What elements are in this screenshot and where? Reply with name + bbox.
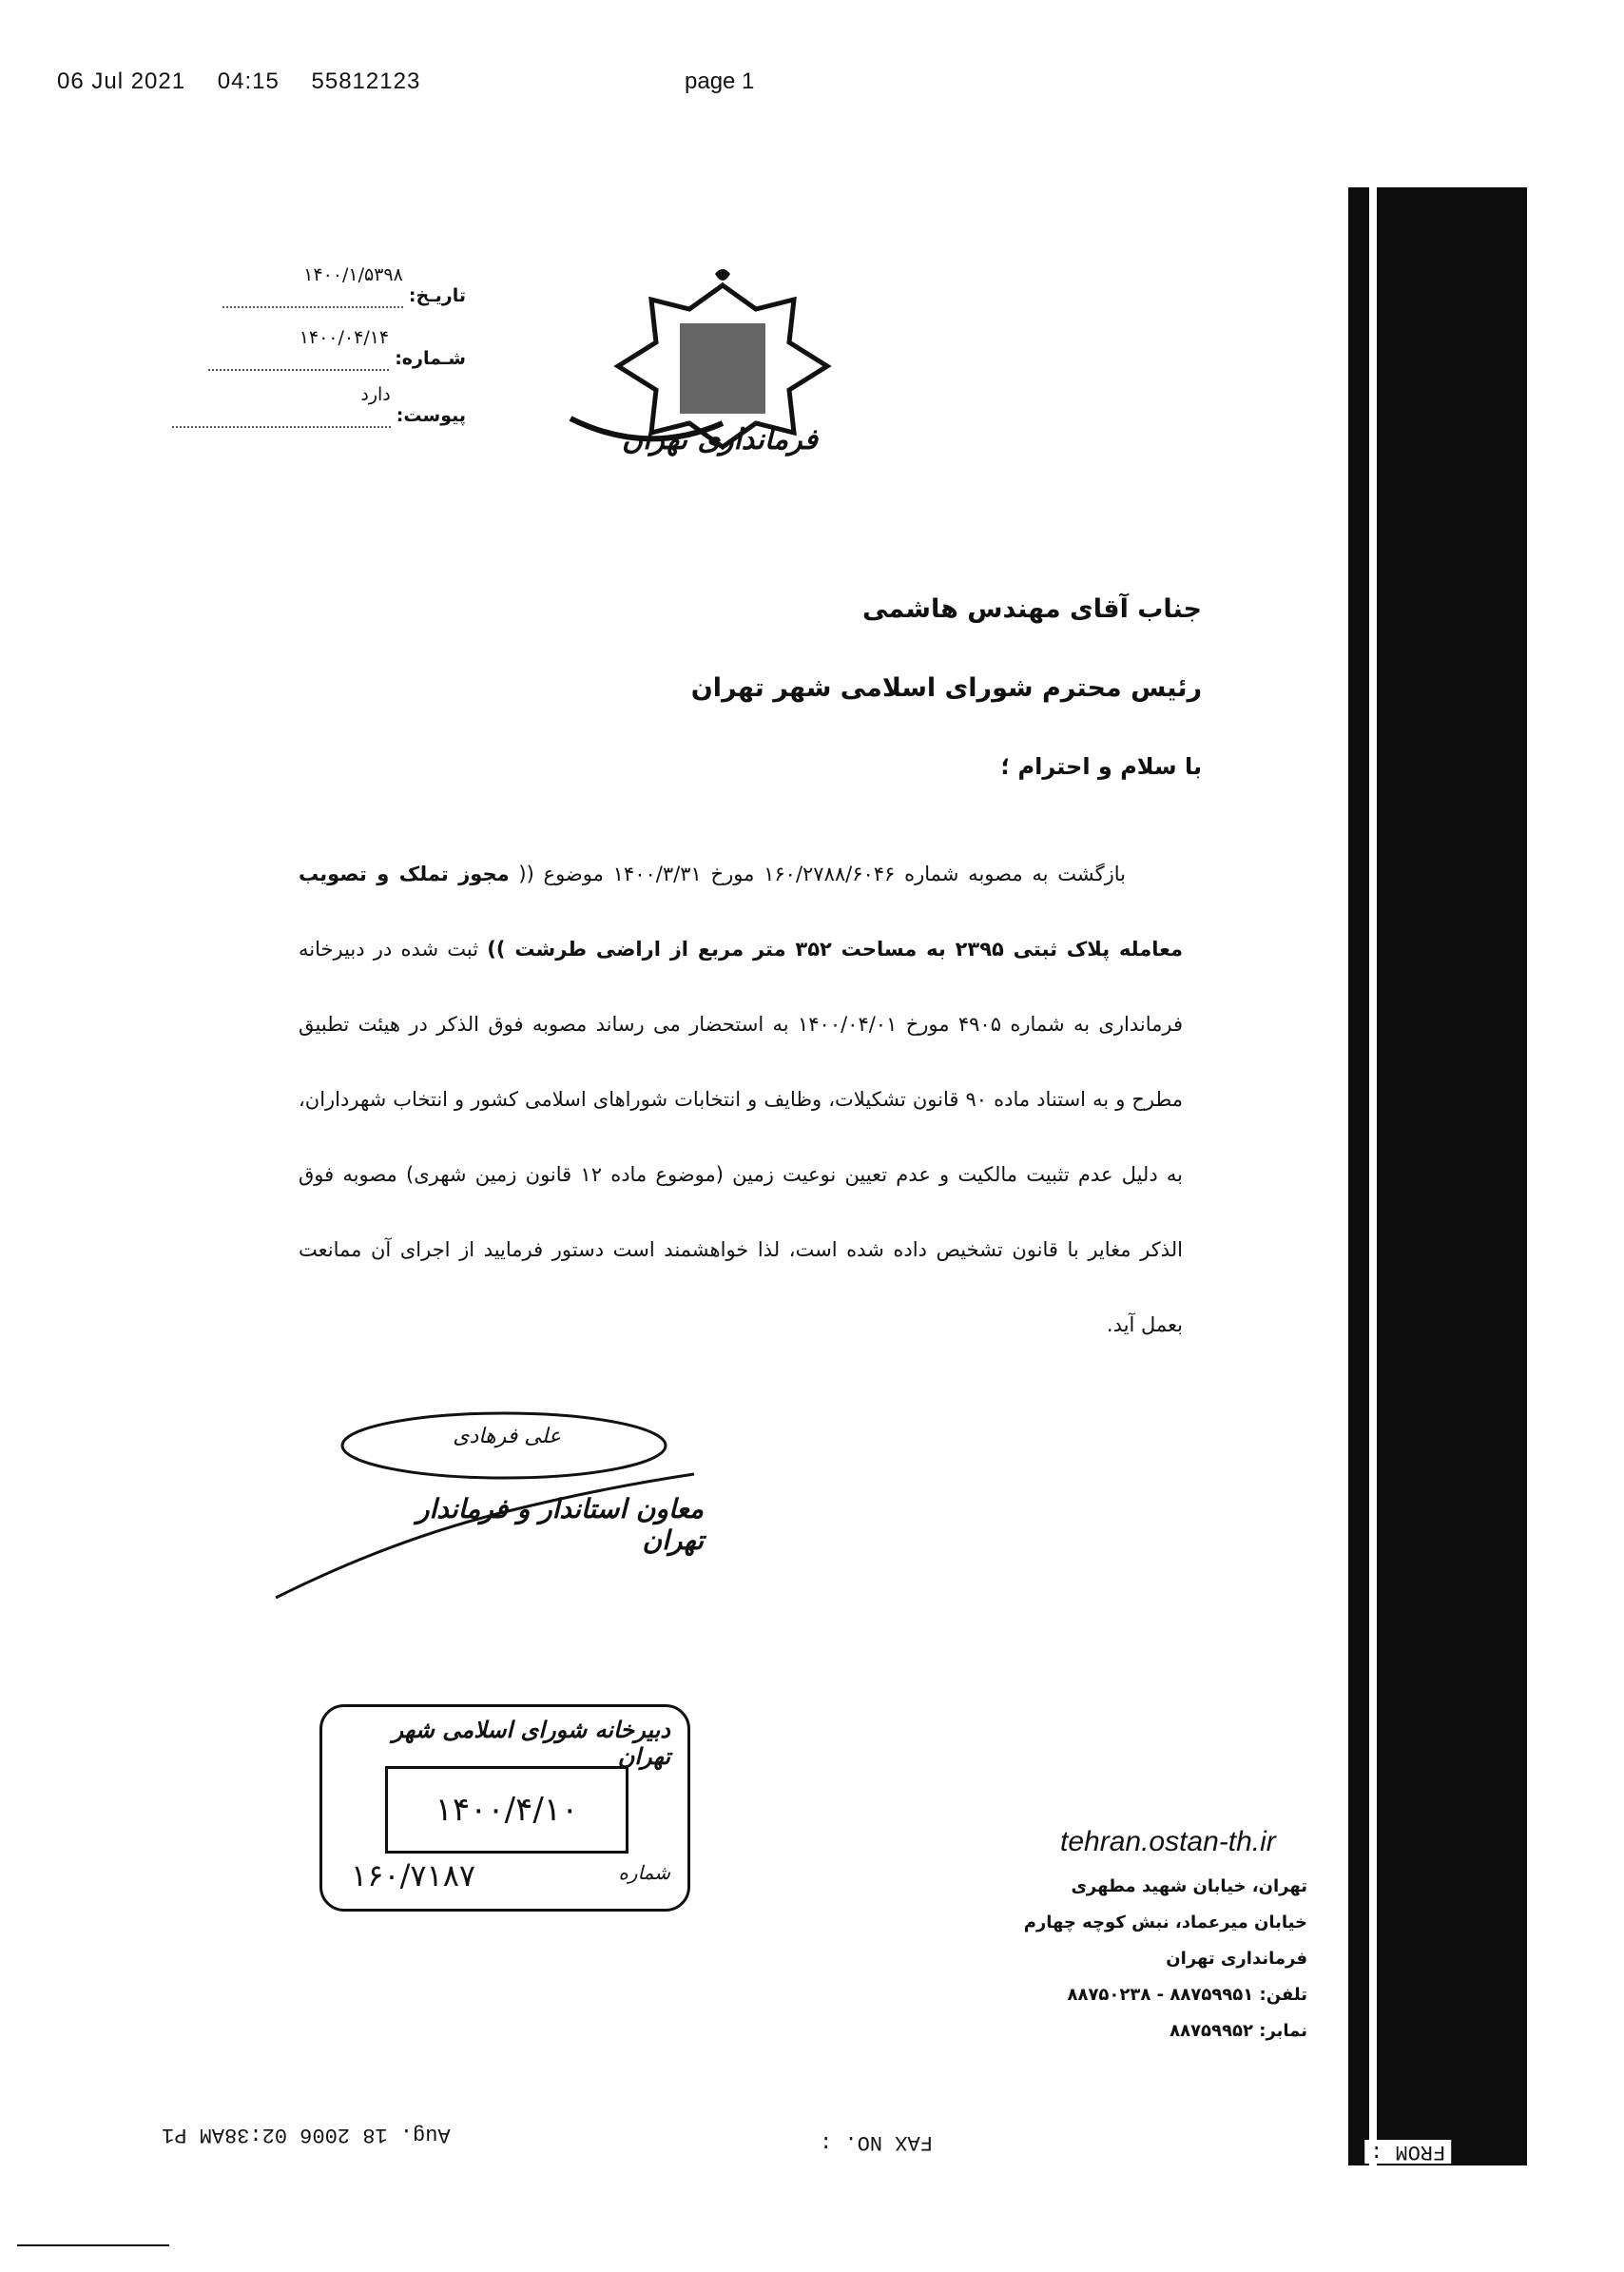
footer-website: tehran.ostan-th.ir [1060,1826,1276,1857]
addressee-name: جناب آقای مهندس هاشمی [861,594,1202,624]
footer-address-line-1: تهران، خیابان شهید مطهری [1071,1876,1307,1896]
logo [551,257,875,495]
meta-date-line [222,264,403,308]
meta-date-row [162,264,466,308]
body-paragraph-2: ثبت شده در دبیرخانه فرمانداری به شماره ۴۹۰۵ مورخ ۱۴۰۰/۰۴/۰۱ به استحضار می رساند مصوبه فوق الذکر در هیئت تطبیق مطرح و به استناد ماده ۹۰ قانون تشکیلات، وظایف و انتخابات شوراهای اسلامی کشور و انتخاب شهرداران، به دلیل عدم تثبیت مالکیت و عدم تعیین نوعیت زمین (موضوع ماده ۱۲ قانون زمین شهری) مصوبه فوق الذکر مغایر با قانون تشخیص داده شده است، لذا خواهشمند است دستور فرمایید از اجرای آن ممانعت بعمل آید. [299,938,1183,1336]
footer-phone: تلفن: ۸۸۷۵۹۹۵۱ - ۸۸۷۵۰۲۳۸ [1067,1985,1307,2005]
meta-number-label: شـماره: [395,348,466,369]
meta-attachment-row [162,384,466,428]
stamp-title: دبیرخانه شورای اسلامی شهر تهران [392,1717,670,1770]
meta-number-row [162,327,466,371]
meta-attachment-line [172,384,391,428]
meta-date-label: تاریـخ: [408,285,466,306]
letter-body [299,837,1183,1363]
bottom-rule [17,2244,169,2246]
meta-number-value: ۱۴۰۰/۰۴/۱۴ [299,327,390,348]
addressee-title: رئیس محترم شورای اسلامی شهر تهران [690,673,1202,703]
signature [266,1408,723,1617]
stamp-number-label: شماره [618,1861,670,1884]
footer-address [908,1869,1307,2049]
footer-fax: نمابر: ۸۸۷۵۹۹۵۲ [1170,2021,1307,2041]
registry-stamp [319,1704,690,1912]
meta-attachment-value: دارد [360,384,391,405]
meta-attachment-label: پیوست: [396,405,466,426]
stamp-date: ۱۴۰۰/۴/۱۰ [435,1791,579,1829]
page-number: page 1 [685,68,755,94]
body-paragraph-1: بازگشت به مصوبه شماره ۱۶۰/۲۷۸۸/۶۰۴۶ مورخ ۱۴۰۰/۳/۳۱ موضوع (( [518,863,1126,885]
scan-edge-line [1369,187,1377,2165]
fax-number: 55812123 [311,68,421,94]
fax-time: 04:15 [217,68,280,94]
signature-title: معاون استاندار و فرماندار تهران [416,1493,704,1556]
fax-footer-from: FROM : [1364,2140,1451,2164]
fax-date: 06 Jul 2021 [57,68,186,94]
fax-header [57,68,445,95]
footer-address-line-3: فرمانداری تهران [1166,1949,1307,1969]
stamp-number: ۱۶۰/۷۱۸۷ [351,1857,476,1893]
signature-name: علی فرهادی [453,1425,561,1448]
meta-number-line [208,327,390,371]
emblem-star-icon [551,257,875,495]
footer-address-line-2: خیابان میرعماد، نبش کوچه چهارم [1023,1913,1307,1932]
fax-footer-date: Aug. 18 2006 02:38AM P1 [162,2123,451,2146]
stamp-date-box [385,1766,628,1854]
fax-footer-faxno: FAX NO. : [820,2130,933,2154]
logo-text: فرمانداری تهران [621,423,818,456]
body-subject: مجوز تملک و تصویب معامله پلاک ثبتی ۲۳۹۵ به مساحت ۳۵۲ متر مربع از اراضی طرشت )) [299,863,1183,961]
greeting: با سلام و احترام ؛ [1000,753,1202,780]
meta-date-value: ۱۴۰۰/۱/۵۳۹۸ [303,264,403,285]
